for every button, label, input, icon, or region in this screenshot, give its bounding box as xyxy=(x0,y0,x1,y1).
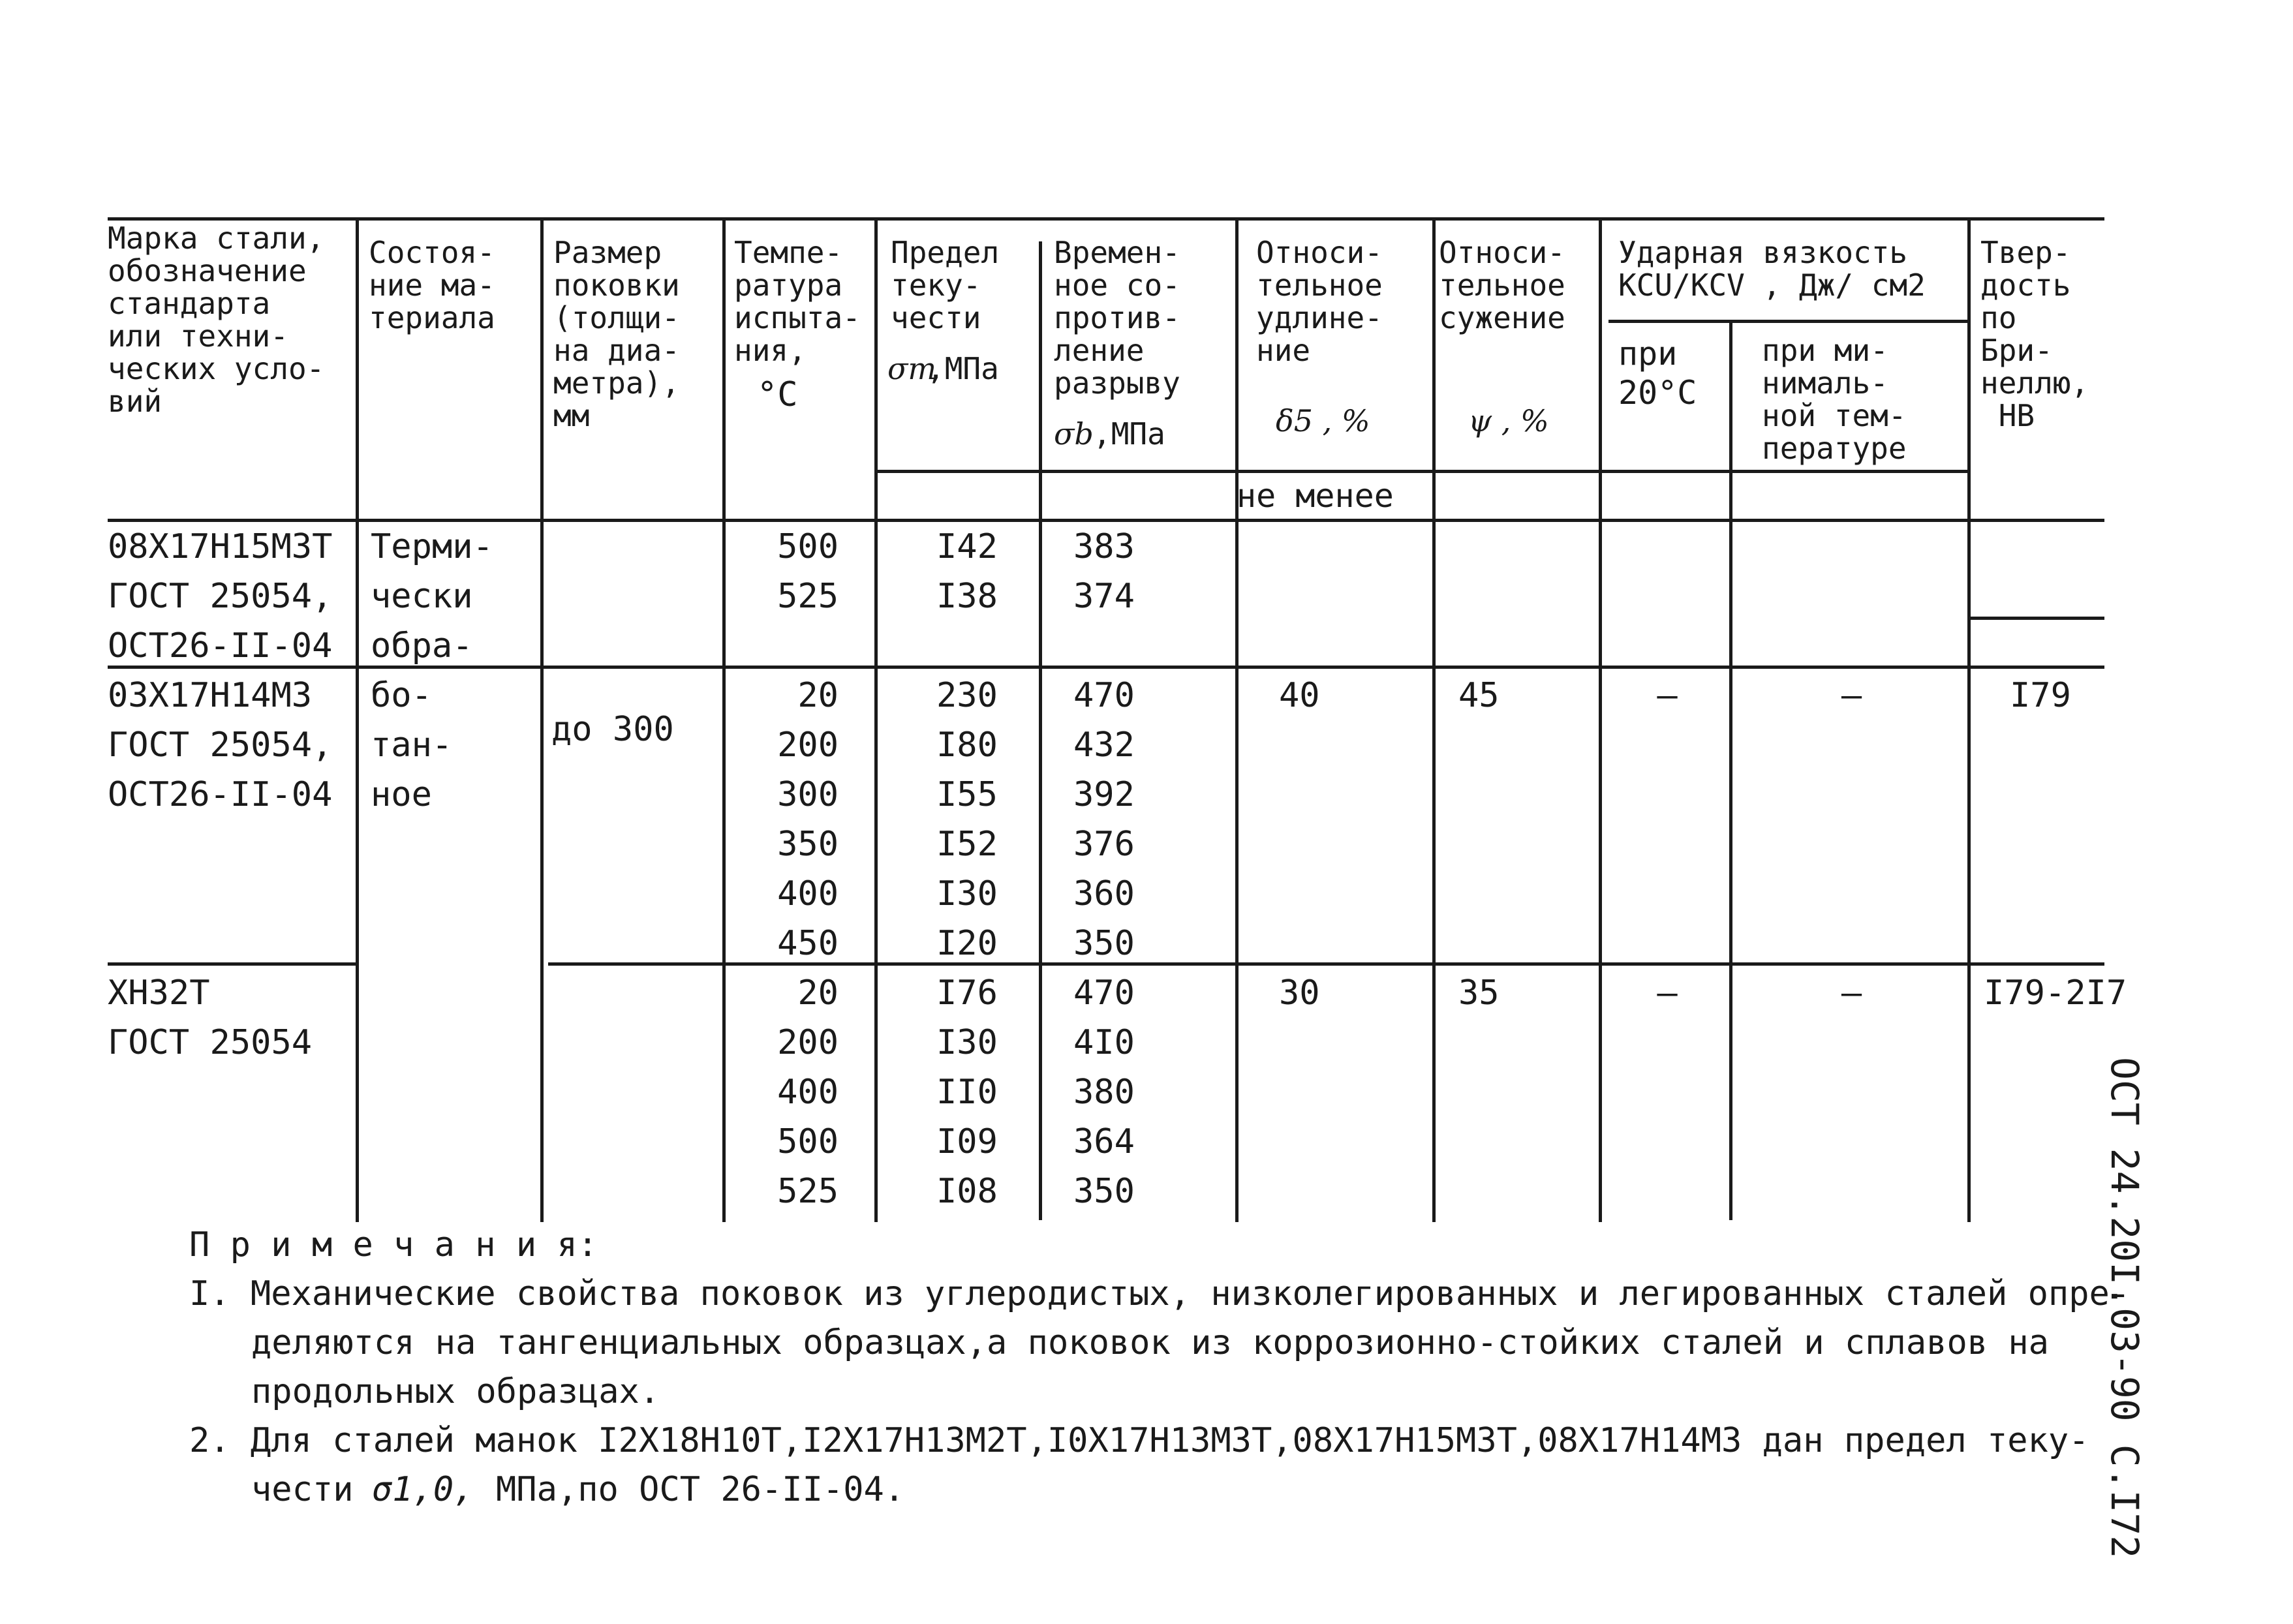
grade-2-line-2: ГОСТ 25054, xyxy=(108,726,333,765)
grade-1-line-2: ГОСТ 25054, xyxy=(108,577,333,616)
g2-impact-min: — xyxy=(1841,676,1862,715)
g3-tensile-5: 350 xyxy=(1073,1172,1135,1211)
g2-temp-6: 450 xyxy=(777,924,839,963)
g2-hardness: I79 xyxy=(2010,676,2071,715)
header-reduction-symbol: ψ , % xyxy=(1468,403,1549,438)
vline-9 xyxy=(1729,320,1732,1220)
header-tensile-symbol: σb xyxy=(1054,416,1094,452)
header-tensile-unit: ,МПа xyxy=(1093,416,1165,452)
header-state: Состоя- ние ма- териала xyxy=(369,235,495,335)
page-side-label: ОСТ 24.20I.03-90 С.I72 xyxy=(2102,1057,2147,1559)
g2-temp-1: 20 xyxy=(797,676,839,715)
header-elong-symbol: δ5 , % xyxy=(1276,403,1370,438)
g3-yield-4: I09 xyxy=(936,1122,998,1161)
note-2-line-2-end: МПа,по ОСТ 26-II-04. xyxy=(496,1470,905,1509)
g2-tensile-2: 432 xyxy=(1073,726,1135,765)
g3-hardness: I79-2I7 xyxy=(1984,973,2127,1013)
g3-tensile-1: 470 xyxy=(1073,973,1135,1013)
g2-size: до 300 xyxy=(551,710,674,749)
g3-yield-3: II0 xyxy=(936,1073,998,1112)
grade-3-line-1: ХН32Т xyxy=(108,973,210,1013)
note-1-line-2: деляются на тангенциальных образцах,а поковок из коррозионно-стойких сталей и сплавов на xyxy=(251,1323,2049,1362)
header-temp-unit: °С xyxy=(757,375,798,414)
g3-elong: 30 xyxy=(1279,973,1320,1013)
vline-10 xyxy=(1967,217,1971,1222)
g3-temp-2: 200 xyxy=(777,1023,839,1062)
header-yield-symbol: σт xyxy=(887,351,937,386)
state-line-4: бо- xyxy=(371,676,432,715)
g3-temp-4: 500 xyxy=(777,1122,839,1161)
g3-impact-min: — xyxy=(1841,973,1862,1013)
vline-8 xyxy=(1599,217,1602,1222)
g2-yield-4: I52 xyxy=(936,825,998,864)
state-line-6: ное xyxy=(371,775,432,814)
state-line-5: тан- xyxy=(371,726,453,765)
g2-tensile-4: 376 xyxy=(1073,825,1135,864)
vline-5 xyxy=(1039,241,1042,1220)
g3-reduction: 35 xyxy=(1458,973,1500,1013)
min-label: не менее xyxy=(1237,477,1394,515)
rule-hardness xyxy=(1967,617,2104,620)
grade-2-line-1: 03Х17Н14М3 xyxy=(108,676,313,715)
rule-group-2a xyxy=(108,962,356,966)
grade-1-line-1: 08Х17Н15М3Т xyxy=(108,527,333,566)
grade-1-line-3: ОСТ26-II-04 xyxy=(108,626,333,666)
rule-top xyxy=(108,217,2104,221)
rule-impact-sub xyxy=(1608,320,1967,323)
g3-temp-1: 20 xyxy=(797,973,839,1013)
g2-tensile-3: 392 xyxy=(1073,775,1135,814)
vline-7 xyxy=(1432,217,1436,1222)
header-impact-min: при ми- нималь- ной тем- пературе xyxy=(1762,333,1907,466)
header-grade: Марка стали, обозначение стандарта или техни- ческих усло- вий xyxy=(108,221,325,419)
g2-tensile-5: 360 xyxy=(1073,874,1135,913)
g3-tensile-3: 380 xyxy=(1073,1073,1135,1112)
header-impact-20: при 20°С xyxy=(1618,335,1697,412)
g2-tensile-6: 350 xyxy=(1073,924,1135,963)
g2-temp-4: 350 xyxy=(777,825,839,864)
state-line-1: Терми- xyxy=(371,527,493,566)
g1-tensile-2: 374 xyxy=(1073,577,1135,616)
g2-yield-2: I80 xyxy=(936,726,998,765)
g1-temp-1: 500 xyxy=(777,527,839,566)
vline-2 xyxy=(540,217,544,1222)
note-2-line-1: 2. Для сталей манок I2Х18Н10Т,I2Х17Н13М2Т,I0Х17Н13М3Т,08Х17Н15М3Т,08Х17Н14М3 дан предел теку- xyxy=(189,1421,2089,1460)
note-2-symbol: σ1,0, xyxy=(372,1470,474,1509)
g2-elong: 40 xyxy=(1279,676,1320,715)
state-line-2: чески xyxy=(371,577,473,616)
g3-impact-20: — xyxy=(1657,973,1678,1013)
g2-temp-2: 200 xyxy=(777,726,839,765)
header-size: Размер поковки (толщи- на диа- метра), мм xyxy=(553,235,680,433)
vline-6 xyxy=(1235,217,1239,1222)
vline-4 xyxy=(874,217,878,1222)
g2-reduction: 45 xyxy=(1458,676,1500,715)
header-yield: Предел теку- чести xyxy=(891,235,1000,335)
header-temp: Темпе- ратура испыта- ния, xyxy=(734,235,861,368)
note-1-line-1: I. Механические свойства поковок из углеродистых, низколегированных и легированных сталей опре- xyxy=(189,1274,2131,1313)
grade-2-line-3: ОСТ26-II-04 xyxy=(108,775,333,814)
g3-tensile-4: 364 xyxy=(1073,1122,1135,1161)
g2-temp-5: 400 xyxy=(777,874,839,913)
g3-temp-3: 400 xyxy=(777,1073,839,1112)
g1-yield-2: I38 xyxy=(936,577,998,616)
g2-yield-3: I55 xyxy=(936,775,998,814)
g3-yield-2: I30 xyxy=(936,1023,998,1062)
g3-temp-5: 525 xyxy=(777,1172,839,1211)
header-reduction: Относи- тельное сужение xyxy=(1439,235,1565,335)
header-yield-unit: ,МПа xyxy=(927,351,999,386)
g2-yield-6: I20 xyxy=(936,924,998,963)
header-hardness: Твер- дость по Бри- неллю, HB xyxy=(1980,235,2089,433)
g1-tensile-1: 383 xyxy=(1073,527,1135,566)
note-1-line-3: продольных образцах. xyxy=(251,1372,660,1411)
g1-yield-1: I42 xyxy=(936,527,998,566)
g2-yield-5: I30 xyxy=(936,874,998,913)
g2-impact-20: — xyxy=(1657,676,1678,715)
vline-1 xyxy=(356,217,359,1222)
g2-tensile-1: 470 xyxy=(1073,676,1135,715)
g1-temp-2: 525 xyxy=(777,577,839,616)
header-tensile: Времен- ное со- против- ление разрыву xyxy=(1054,235,1180,401)
g2-yield-1: 230 xyxy=(936,676,998,715)
note-2-line-2-start: чести xyxy=(251,1470,354,1509)
header-elong: Относи- тельное удлине- ние xyxy=(1256,235,1383,368)
g3-yield-5: I08 xyxy=(936,1172,998,1211)
g2-temp-3: 300 xyxy=(777,775,839,814)
g3-yield-1: I76 xyxy=(936,973,998,1013)
g3-tensile-2: 4I0 xyxy=(1073,1023,1135,1062)
grade-3-line-2: ГОСТ 25054 xyxy=(108,1023,313,1062)
notes-title: П р и м е ч а н и я: xyxy=(189,1225,598,1264)
header-impact: Ударная вязкость KCU/KCV , Дж/ см2 xyxy=(1618,235,1926,303)
state-line-3: обра- xyxy=(371,626,473,666)
